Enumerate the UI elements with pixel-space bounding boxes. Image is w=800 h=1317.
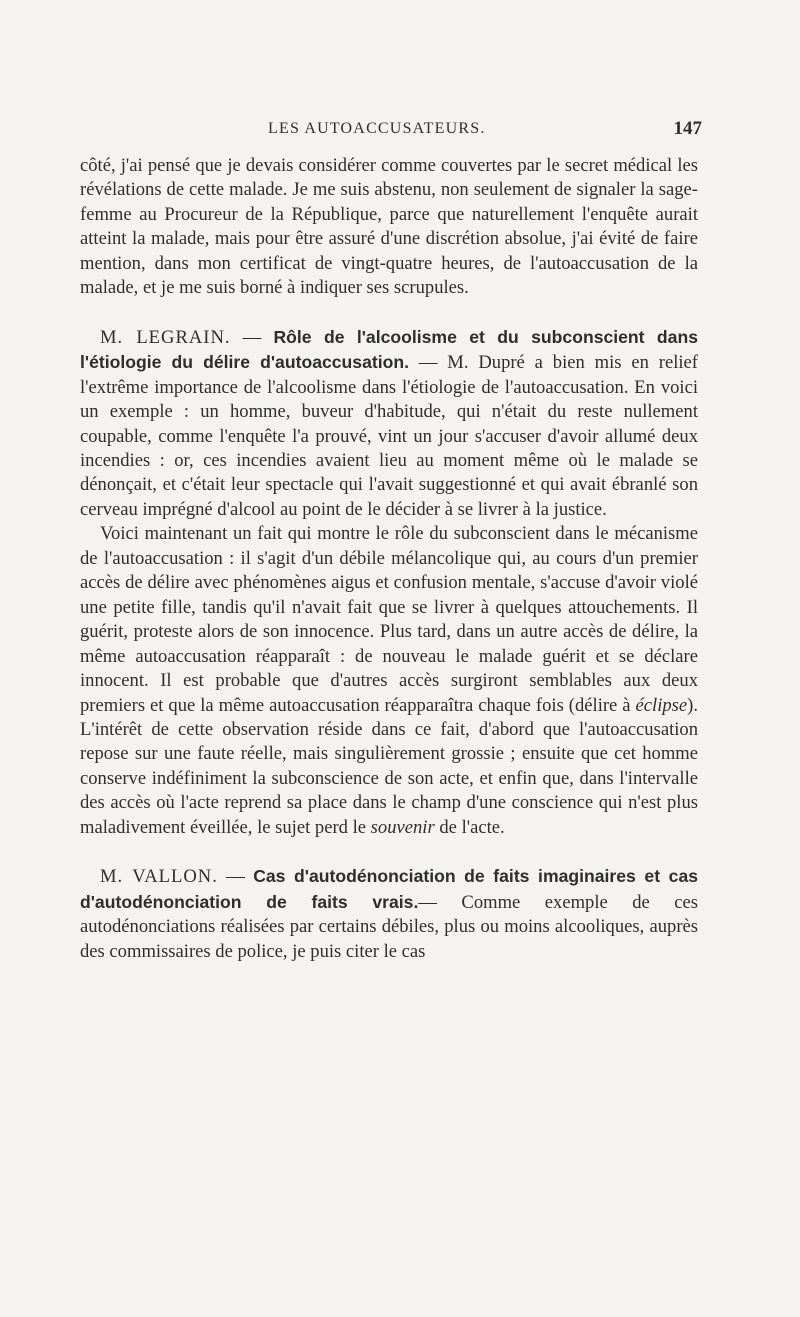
- paragraph-3-text-a: Voici maintenant un fait qui montre le rôle du subconscient dans le mécanisme de l'autoaccusation : il s'agit d'un débile mélancolique qui, au cours d'un premier accès de délire avec phénomènes aigus et confusion mentale, s'accuse d'avoir violé une petite fille, tandis qu'il n'avait fait que se livrer à quelques attouchements. Il guérit, proteste alors de son innocence. Plus tard, dans un autre accès de délire, la même autoaccusation réapparaît : de nouveau le malade guérit et se déclare innocent. Il est probable que d'autres accès surgiront semblables aux deux premiers et que la même autoaccusation réapparaîtra chaque fois (délire à: [80, 523, 698, 716]
- italic-eclipse: éclipse: [635, 694, 688, 716]
- legrain-speaker: M. LEGRAIN.: [100, 326, 231, 348]
- legrain-dash: —: [242, 326, 262, 348]
- page-header: [80, 120, 710, 146]
- legrain-text: — M. Dupré a bien mis en relief l'extrême importance de l'alcoolisme dans l'étiologie de l'autoaccusation. En voici un exemple : un homme, buveur d'habitude, qui n'était du reste nullement coupable, comme l'enquête l'a prouvé, vint un jour s'accuser d'avoir allumé deux incendies : or, ces incendies avaient lieu au moment même où le malade se dénonçait, et c'était leur spectacle qui l'avait suggestionné et qui avait ébranlé son cerveau imprégné d'alcool au point de le décider à se livrer à la justice.: [80, 352, 698, 520]
- vallon-title: Cas d'autodénonciation de faits imaginaires et cas d'autodénonciation de faits vrais.: [80, 866, 699, 912]
- vallon-text: — Comme exemple de ces autodénonciations réalisées par certains débiles, plus ou moins alcooliques, auprès des commissaires de police, je puis citer le cas: [80, 891, 698, 962]
- vallon-section: [80, 864, 698, 964]
- page-number: 147: [673, 118, 702, 139]
- paragraph-3-text-c: de l'acte.: [434, 816, 505, 838]
- italic-souvenir: souvenir: [370, 816, 435, 838]
- running-title: LES AUTOACCUSATEURS.: [268, 120, 486, 137]
- body-text: [80, 154, 698, 964]
- paragraph-3-text-b: ). L'intérêt de cette observation réside dans ce fait, d'abord que l'autoaccusation repose sur une faute réelle, mais singulièrement grossie ; ensuite que cet homme conserve indéfiniment la subconscience de son acte, et enfin que, dans l'intervalle des accès où l'acte reprend sa place dans le champ d'une conscience qui n'est plus maladivement éveillée, le sujet perd le: [80, 694, 698, 838]
- section-gap: [80, 301, 698, 325]
- legrain-section: [80, 325, 698, 523]
- vallon-dash: —: [226, 866, 245, 888]
- paragraph-subconscient: [80, 522, 698, 840]
- legrain-title: Rôle de l'alcoolisme et du subconscient dans l'étiologie du délire d'autoaccusation.: [80, 326, 698, 373]
- paragraph-1-text: côté, j'ai pensé que je devais considérer comme couvertes par le secret médical les révélations de cette malade. Je me suis abstenu, non seulement de signaler la sage-femme au Procureur de la République, parce que naturellement l'enquête aurait atteint la malade, mais pour être assuré d'une discrétion absolue, j'ai évité de faire mention, dans mon certificat de vingt-quatre heures, de l'autoaccusation de la malade, et je me suis borné à indiquer ses scrupules.: [80, 155, 698, 299]
- paragraph-continuation: [80, 154, 698, 301]
- vallon-speaker: M. VALLON.: [100, 866, 218, 888]
- section-gap: [80, 840, 698, 864]
